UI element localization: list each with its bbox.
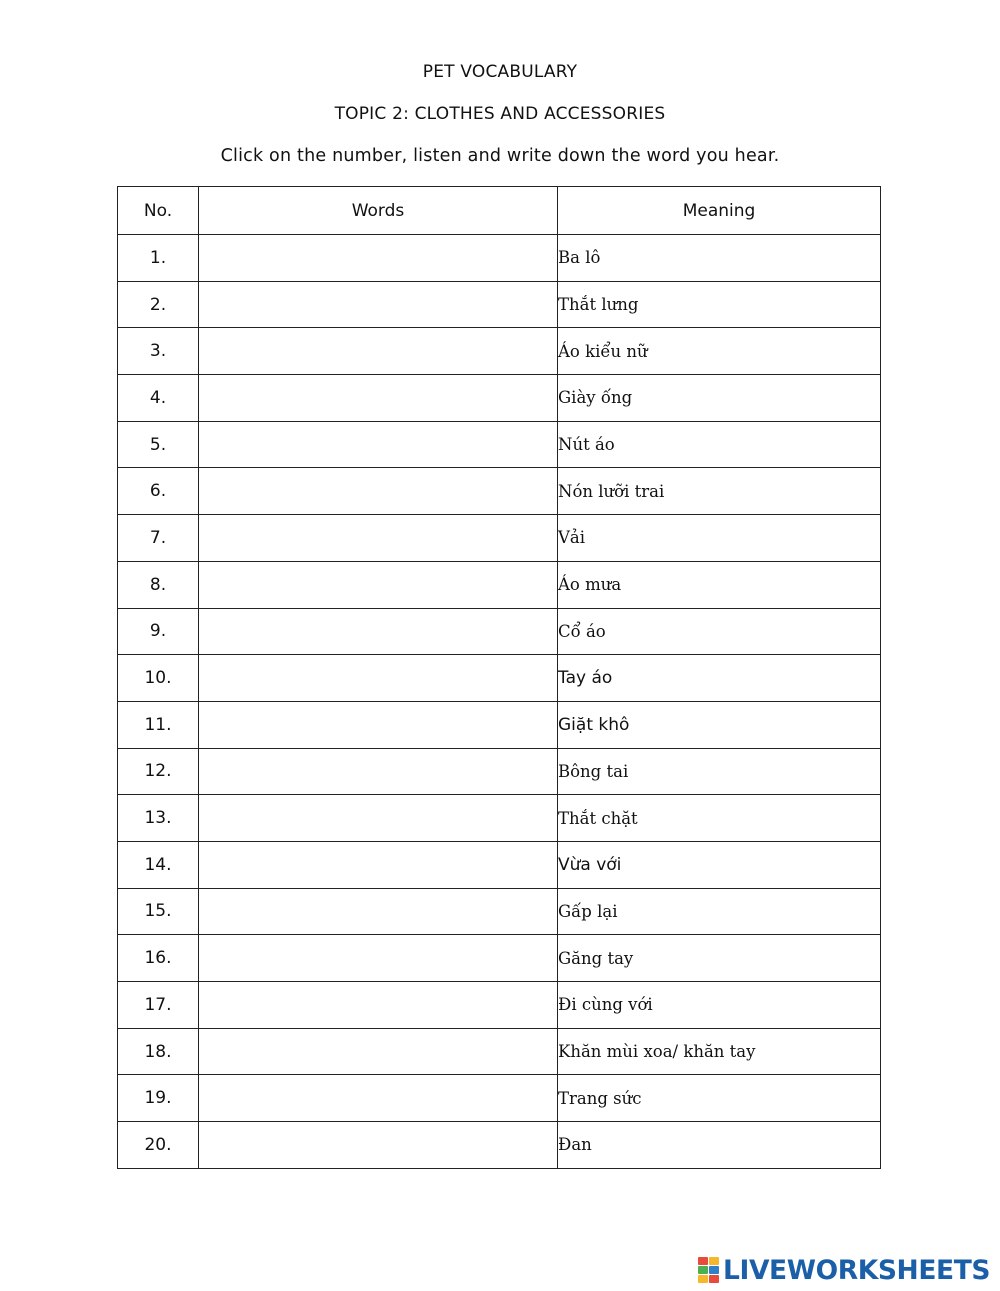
column-header-no: No. xyxy=(118,187,199,235)
meaning-cell: Thắt lưng xyxy=(558,281,881,328)
meaning-cell: Giặt khô xyxy=(558,701,881,748)
table-row xyxy=(118,235,881,282)
word-answer-field[interactable] xyxy=(199,328,558,375)
meaning-cell: Vải xyxy=(558,515,881,562)
meaning-cell: Ba lô xyxy=(558,235,881,282)
meaning-cell: Vừa với xyxy=(558,841,881,888)
meaning-cell: Bông tai xyxy=(558,748,881,795)
meaning-cell: Thắt chặt xyxy=(558,795,881,842)
instruction-text: Click on the number, listen and write down the word you hear. xyxy=(220,146,780,166)
meaning-cell: Nút áo xyxy=(558,421,881,468)
word-answer-field[interactable] xyxy=(199,748,558,795)
word-answer-field[interactable] xyxy=(199,935,558,982)
word-answer-field[interactable] xyxy=(199,235,558,282)
word-answer-field[interactable] xyxy=(199,982,558,1029)
word-answer-field[interactable] xyxy=(199,701,558,748)
row-number[interactable]: 19. xyxy=(118,1075,199,1122)
row-number[interactable]: 5. xyxy=(118,421,199,468)
row-number[interactable]: 6. xyxy=(118,468,199,515)
row-number[interactable]: 15. xyxy=(118,888,199,935)
meaning-cell: Áo mưa xyxy=(558,561,881,608)
table-row xyxy=(118,841,881,888)
word-answer-field[interactable] xyxy=(199,468,558,515)
word-answer-field[interactable] xyxy=(199,841,558,888)
row-number[interactable]: 1. xyxy=(118,235,199,282)
table-row xyxy=(118,421,881,468)
row-number[interactable]: 10. xyxy=(118,655,199,702)
meaning-cell: Khăn mùi xoa/ khăn tay xyxy=(558,1028,881,1075)
table-header-row xyxy=(118,187,881,235)
column-header-meaning: Meaning xyxy=(558,187,881,235)
table-row xyxy=(118,888,881,935)
table-row xyxy=(118,982,881,1029)
meaning-cell: Cổ áo xyxy=(558,608,881,655)
word-answer-field[interactable] xyxy=(199,375,558,422)
word-answer-field[interactable] xyxy=(199,515,558,562)
page-title: PET VOCABULARY xyxy=(422,62,578,82)
row-number[interactable]: 3. xyxy=(118,328,199,375)
liveworksheets-logo xyxy=(698,1255,990,1285)
column-header-words: Words xyxy=(199,187,558,235)
word-answer-field[interactable] xyxy=(199,795,558,842)
row-number[interactable]: 16. xyxy=(118,935,199,982)
row-number[interactable]: 8. xyxy=(118,561,199,608)
row-number[interactable]: 7. xyxy=(118,515,199,562)
row-number[interactable]: 13. xyxy=(118,795,199,842)
table-row xyxy=(118,1028,881,1075)
row-number[interactable]: 17. xyxy=(118,982,199,1029)
table-row xyxy=(118,1122,881,1169)
table-row xyxy=(118,281,881,328)
row-number[interactable]: 20. xyxy=(118,1122,199,1169)
row-number[interactable]: 14. xyxy=(118,841,199,888)
table-row xyxy=(118,748,881,795)
liveworksheets-logo-icon xyxy=(698,1257,720,1283)
table-row xyxy=(118,795,881,842)
row-number[interactable]: 4. xyxy=(118,375,199,422)
row-number[interactable]: 12. xyxy=(118,748,199,795)
word-answer-field[interactable] xyxy=(199,421,558,468)
table-row xyxy=(118,328,881,375)
table-row xyxy=(118,515,881,562)
meaning-cell: Đan xyxy=(558,1122,881,1169)
table-row xyxy=(118,608,881,655)
word-answer-field[interactable] xyxy=(199,561,558,608)
word-answer-field[interactable] xyxy=(199,655,558,702)
table-row xyxy=(118,375,881,422)
word-answer-field[interactable] xyxy=(199,888,558,935)
word-answer-field[interactable] xyxy=(199,1122,558,1169)
meaning-cell: Áo kiểu nữ xyxy=(558,328,881,375)
meaning-cell: Nón lưỡi trai xyxy=(558,468,881,515)
row-number[interactable]: 18. xyxy=(118,1028,199,1075)
vocabulary-table xyxy=(117,186,881,1169)
row-number[interactable]: 11. xyxy=(118,701,199,748)
table-row xyxy=(118,561,881,608)
row-number[interactable]: 2. xyxy=(118,281,199,328)
word-answer-field[interactable] xyxy=(199,1028,558,1075)
meaning-cell: Găng tay xyxy=(558,935,881,982)
logo-text: LIVEWORKSHEETS xyxy=(723,1254,991,1286)
table-row xyxy=(118,1075,881,1122)
topic-heading: TOPIC 2: CLOTHES AND ACCESSORIES xyxy=(334,104,666,124)
word-answer-field[interactable] xyxy=(199,608,558,655)
meaning-cell: Gấp lại xyxy=(558,888,881,935)
table-row xyxy=(118,701,881,748)
word-answer-field[interactable] xyxy=(199,1075,558,1122)
meaning-cell: Tay áo xyxy=(558,655,881,702)
table-row xyxy=(118,655,881,702)
meaning-cell: Đi cùng với xyxy=(558,982,881,1029)
word-answer-field[interactable] xyxy=(199,281,558,328)
meaning-cell: Trang sức xyxy=(558,1075,881,1122)
table-row xyxy=(118,935,881,982)
meaning-cell: Giày ống xyxy=(558,375,881,422)
table-row xyxy=(118,468,881,515)
row-number[interactable]: 9. xyxy=(118,608,199,655)
